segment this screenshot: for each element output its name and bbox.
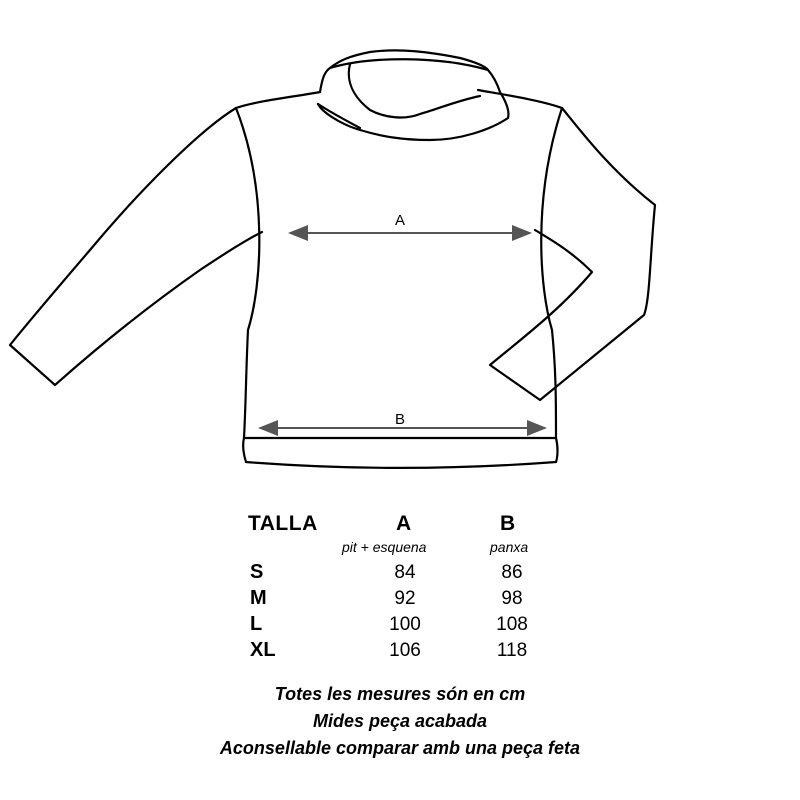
hem-band bbox=[243, 438, 557, 468]
table-row-a: 106 bbox=[389, 640, 421, 661]
table-row-size: S bbox=[250, 561, 264, 583]
cowl-neck bbox=[318, 59, 508, 140]
table-row-a: 92 bbox=[394, 588, 416, 609]
table-row-a: 100 bbox=[389, 614, 421, 635]
note-finished-garment: Mides peça acabada bbox=[312, 711, 488, 731]
table-subheader-a: pit + esquena bbox=[342, 539, 427, 555]
table-row-b: 86 bbox=[501, 562, 523, 583]
table-header-b: B bbox=[500, 512, 516, 535]
table-row-size: M bbox=[250, 587, 267, 609]
garment-body-outline bbox=[236, 90, 562, 438]
table-header-size: TALLA bbox=[248, 512, 318, 535]
right-sleeve bbox=[490, 108, 655, 400]
table-header-a: A bbox=[396, 512, 412, 535]
table-row-size: XL bbox=[250, 639, 276, 661]
cowl-fold-2 bbox=[349, 64, 480, 117]
table-row-b: 118 bbox=[496, 640, 528, 661]
table-row-a: 84 bbox=[394, 562, 416, 583]
left-sleeve bbox=[10, 108, 262, 385]
table-subheader-b: panxa bbox=[490, 539, 529, 555]
table-row-b: 98 bbox=[501, 588, 523, 609]
note-units: Totes les mesures són en cm bbox=[274, 684, 526, 704]
table-row-b: 108 bbox=[496, 614, 528, 635]
measure-a-label: A bbox=[394, 212, 406, 229]
note-compare-advice: Aconsellable comparar amb una peça feta bbox=[219, 738, 581, 758]
measure-b-label: B bbox=[394, 411, 406, 428]
cowl-fold-3 bbox=[318, 104, 360, 128]
table-row-size: L bbox=[250, 613, 263, 635]
